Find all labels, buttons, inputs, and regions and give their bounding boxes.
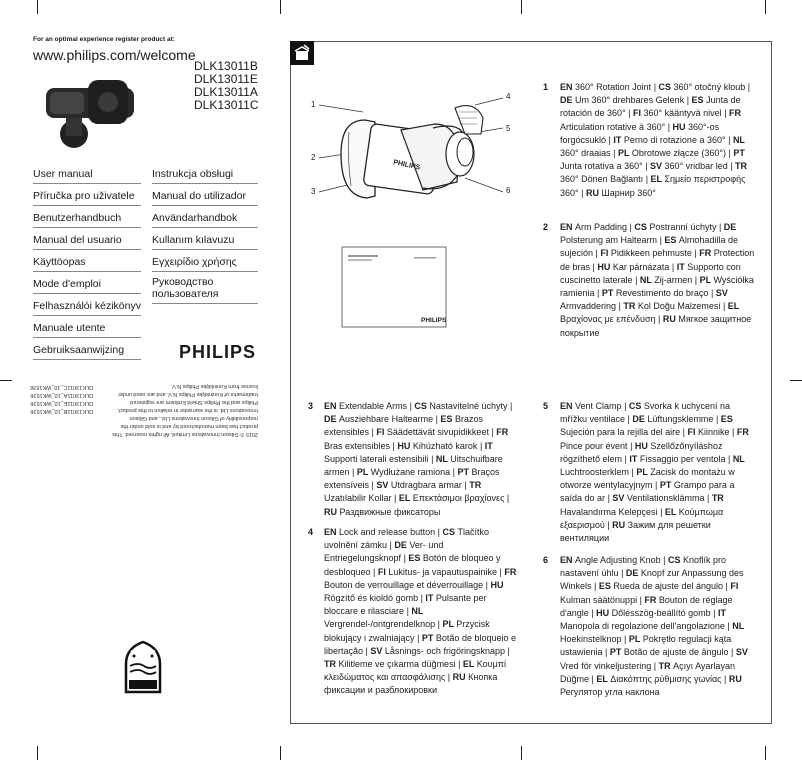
callout-number: 4 [506,92,511,101]
crop-mark [765,746,766,760]
manual-lang: Manual do utilizador [152,190,246,202]
philips-shield-icon [122,640,164,696]
crop-mark [790,380,802,381]
manual-lang: Mode d'emploi [33,278,101,290]
manual-lang: Příručka pro uživatele [33,190,135,202]
item-description: EN Lock and release button | CS Tlačítko uvolnění zámku | DE Ver- und Entriegelungsknopf | ES Botón de bloqueo y desbloqueo | FI Lukitus- ja vapautuspainike | FR Bouton de verrouillage et déverrouillage | HU Rögzítő és kioldó gomb | IT Pulsante per bloccare e rilasciare | NL Vergrendel-/ontgrendelknop | PL Przycisk blokujący i zwalniający | PT Botão de bloqueio e libertação | SV Låsnings- och frigöringsknapp | TR Kilitleme ve çıkarma düğmesi | EL Κουμπί κλειδώματος και απασφάλισης | RU Кнопка фиксации и разблокировки [324,527,517,696]
register-text: For an optimal experience register product at: [33,36,175,43]
model-list [194,60,259,112]
manual-lang: Руководство пользователя [152,276,219,300]
legal-model-codes: DLK13011B_10_WK1536 DLK13011E_10_WK1536 DLK13011A_10_WK1536 DLK13011C_10_WK1536 [30,384,93,414]
website-url[interactable]: www.philips.com/welcome [33,47,196,63]
item-number: 4 [308,527,314,537]
item-description: EN Vent Clamp | CS Svorka k uchycení na mřížku ventilace | DE Lüftungsklemme | ES Sujeción para la rejilla del aire | FI Kiinnike | FR Pince pour évent | HU Szellőzőnyíláshoz rögzíthető elem | IT Fissaggio per ventola | NL Luchtroosterklem | PL Zacisk do montażu w otworze wentylacyjnym | PT Grampo para a saída do ar | SV Ventilationsklämma | TR Havalandırma Kelepçesi | EL Κούμπωμα εξαερισμού | RU Зажим для решетки вентиляции [560,401,749,544]
manual-lang: Felhasználói kézikönyv [33,300,141,312]
crop-mark [521,746,522,760]
manual-lang: Käyttöopas [33,256,86,268]
crop-mark [280,0,281,14]
product-diagram [305,90,520,230]
philips-logo: PHILIPS [179,342,257,362]
crop-mark [280,746,281,760]
item-description: EN Extendable Arms | CS Nastavitelné úchyty | DE Ausziehbare Haltearme | ES Brazos extensibles | FI Säädettävät sivupidikkeet | FR Bras extensibles | HU Kihúzható karok | IT Supporti laterali estensibili | NL Uitschuifbare armen | PL Wydłużane ramiona | PT Braços extensíveis | SV Utdragbara armar | TR Uzatılabilir Kollar | EL Επεκτάσιμοι βραχίονες | RU Раздвижные фиксаторы [324,401,513,517]
model-number: DLK13011A [194,85,258,99]
manual-lang: Εγχειρίδιο χρήσης [152,256,237,268]
item-number: 6 [543,555,549,565]
shield-label: PHILIPS [130,648,156,655]
item-number: 5 [543,401,549,411]
manual-lang: Benutzerhandbuch [33,212,122,224]
manual-lang: User manual [33,168,93,180]
callout-number: 6 [506,186,511,195]
item-number: 1 [543,82,549,92]
crop-mark [37,0,38,14]
model-number: DLK13011B [194,59,258,73]
callout-number: 1 [311,100,316,109]
manual-lang: Gebruiksaanwijzing [33,344,125,356]
model-number: DLK13011C [194,98,259,112]
callout-number: 3 [311,187,316,196]
legal-text: 2015 © Gibson Innovations Limited. All rights reserved. This product has been manufactured by and is sold under the responsibility of Gibson Innovations Ltd., and Gibson Innovations Ltd. is the warrantor in relation to this product. Philips and the Philips Shield Emblem are registered trademarks of Koninklijke Philips N.V. and are used under license from Koninklijke Philips N.V. [112,383,258,437]
manual-lang: Instrukcja obsługi [152,168,234,180]
crop-mark [37,746,38,760]
crop-mark [765,0,766,14]
manual-lang: Manuale utente [33,322,106,334]
callout-number: 5 [506,124,511,133]
mount-brand-label: PHILIPS [392,159,421,172]
item-description: EN Arm Padding | CS Postranní úchyty | DE Polsterung am Haltearm | ES Almohadilla de sujeción | FI Pidikkeen pehmuste | FR Protection de bras | HU Kar párnázata | IT Supporto con cuscinetto laterale | NL Zij-armen | PL Wyściółka ramienia | PT Revestimento do braço | SV Armvaddering | TR Kol Doğu Malzemesi | EL Βραχίονας με επένδυση | RU Мягкое защитное покрытие [560,222,755,338]
item-description: EN Angle Adjusting Knob | CS Knoflík pro nastavení úhlu | DE Knopf zur Anpassung des Winkels | ES Rueda de ajuste del ángulo | FI Kulman säätönuppi | FR Bouton de réglage d'angle | HU Dőlésszög-beállító gomb | IT Manopola di regolazione dell'angolazione | NL Hoekinstelknop | PL Pokrętło regulacji kąta ustawienia | PT Botão de ajuste de ângulo | SV Vred för vinkeljustering | TR Açıyı Ayarlayan Düğme | EL Διακόπτης ρύθμισης γωνίας | RU Регулятор угла наклона [560,555,748,698]
item-number: 3 [308,401,314,411]
manual-lang: Kullanım kılavuzu [152,234,235,246]
box-contents-icon [290,41,314,65]
manual-lang: Användarhandbok [152,212,238,224]
crop-mark [0,380,12,381]
booklet-brand: PHILIPS [421,317,447,324]
crop-mark [521,0,522,14]
callout-number: 2 [311,153,316,162]
manual-lang: Manual del usuario [33,234,122,246]
item-description: EN 360° Rotation Joint | CS 360° otočný kloub | DE Um 360° drehbares Gelenk | ES Junta de rotación de 360° | FI 360° kääntyvä nivel | FR Articulation rotative à 360° | HU 360°-os forgócsukló | IT Perno di rotazione a 360° | NL 360° draaias | PL Obrotowe złącze (360°) | PT Junta rotativa a 360° | SV 360° vridbar led | TR 360° Dönen Bağlantı | EL Σημείο περιστροφής 360° | RU Шарнир 360° [560,82,751,198]
model-number: DLK13011E [194,72,258,86]
item-number: 2 [543,222,549,232]
product-photo [36,66,146,156]
